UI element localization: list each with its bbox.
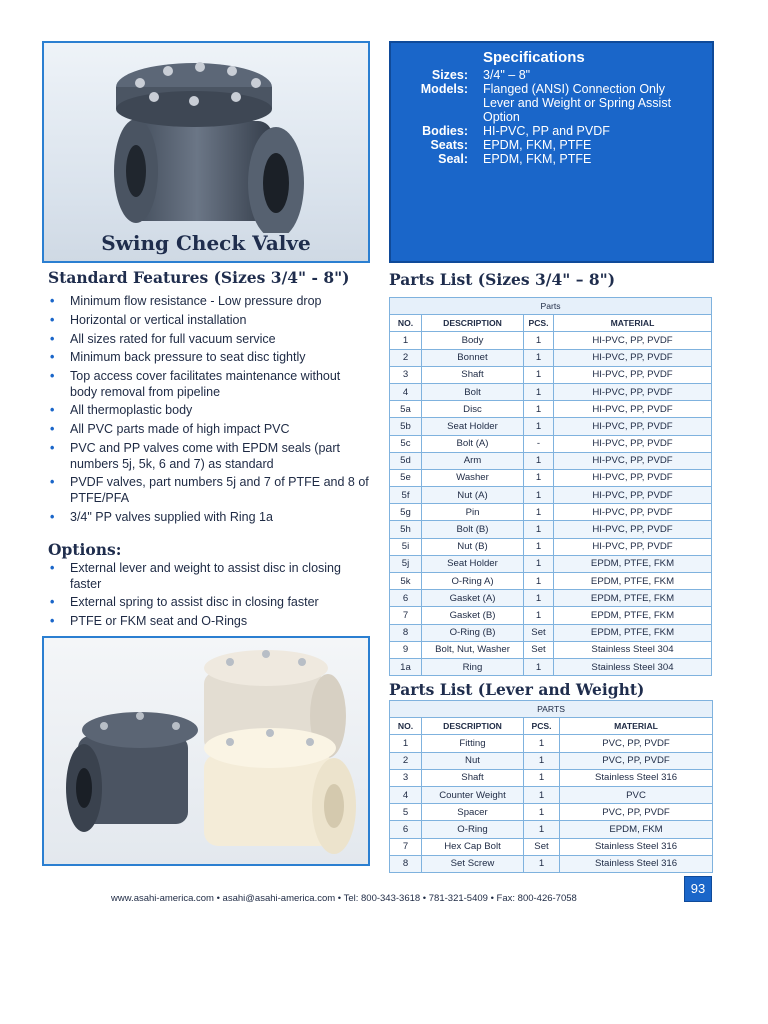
table-cell: Shaft [422,769,524,786]
table-cell: EPDM, PTFE, FKM [554,624,712,641]
table-row [390,349,712,366]
table-cell: 1 [524,607,554,624]
table-cell: 9 [390,641,422,658]
table-cell: Nut (A) [422,487,524,504]
list-item: • PVC and PP valves come with EPDM seals (part numbers 5j, 5k, 6 and 7) as standard [50,441,341,471]
table-cell: 4 [390,383,422,400]
specifications-title: Specifications [483,49,585,66]
table-cell: Pin [422,504,524,521]
table-cell: HI-PVC, PP, PVDF [554,469,712,486]
options-heading: Options: [48,540,122,559]
table-row [390,332,712,349]
table-cell: HI-PVC, PP, PVDF [554,366,712,383]
table-cell: Bolt, Nut, Washer [422,641,524,658]
table-cell: 5h [390,521,422,538]
spec-key: Models: [420,82,468,96]
list-item: • Minimum flow resistance - Low pressure drop [50,294,322,308]
footer-contact: www.asahi-america.com • asahi@asahi-america.com • Tel: 800-343-3618 • 781-321-5409 • Fax: 800-426-7058 [111,893,577,904]
table-row [390,624,712,641]
list-item: • PVDF valves, part numbers 5j and 7 of PTFE and 8 of PTFE/PFA [50,475,369,505]
table-cell: 5c [390,435,422,452]
column-header: DESCRIPTION [422,315,524,332]
table-cell: Counter Weight [422,786,524,803]
table-cell: 7 [390,607,422,624]
table-cell: 5d [390,452,422,469]
table-row [390,821,713,838]
table-cell: HI-PVC, PP, PVDF [554,418,712,435]
table-cell: 1 [524,855,560,872]
table-cell: Body [422,332,524,349]
table-cell: Fitting [422,735,524,752]
parts-table [389,297,712,676]
list-item: • 3/4" PP valves supplied with Ring 1a [50,509,273,524]
swing-check-valve-illustration [44,43,368,233]
specifications-box [389,41,714,263]
features-list [48,294,370,528]
table-row [390,641,712,658]
column-header: DESCRIPTION [422,718,524,735]
table-cell: EPDM, PTFE, FKM [554,573,712,590]
list-item: • External lever and weight to assist disc in closing faster [50,561,341,591]
table-cell: HI-PVC, PP, PVDF [554,349,712,366]
table-cell: PVC, PP, PVDF [560,735,713,752]
table-cell: 6 [390,821,422,838]
table-cell: 3 [390,366,422,383]
table-row [390,855,713,872]
table-cell: 1 [524,538,554,555]
table-cell: 2 [390,752,422,769]
table-row [390,752,713,769]
table-row [390,607,712,624]
table-cell: 1 [524,366,554,383]
table-cell: Bolt (A) [422,435,524,452]
table-cell: 1 [524,735,560,752]
table-cell: O-Ring (B) [422,624,524,641]
spec-value: 3/4" – 8" [483,68,531,82]
spec-key: Sizes: [431,68,468,82]
table-cell: - [524,435,554,452]
table-cell: 4 [390,786,422,803]
table-row [390,735,713,752]
table-cell: 1 [524,521,554,538]
table-cell: 1 [524,786,560,803]
table-cell: 5j [390,555,422,572]
table-row [390,786,713,803]
lever-weight-table-body [390,735,713,873]
spec-key: Seats: [430,138,468,152]
table-cell: EPDM, PTFE, FKM [554,590,712,607]
table-row [390,383,712,400]
table-cell: Nut (B) [422,538,524,555]
table-cell: 5f [390,487,422,504]
list-item: • Horizontal or vertical installation [50,312,247,327]
table-cell: Bolt [422,383,524,400]
table-group-header: Parts [390,298,712,315]
table-cell: EPDM, PTFE, FKM [554,607,712,624]
table-cell: O-Ring A) [422,573,524,590]
table-row [390,538,712,555]
product-photo-variants [42,636,370,866]
table-row [390,452,712,469]
table-cell: 1 [524,504,554,521]
table-row [390,590,712,607]
table-cell: PVC, PP, PVDF [560,804,713,821]
list-item: • Top access cover facilitates maintenance without body removal from pipeline [50,369,341,399]
table-cell: Bonnet [422,349,524,366]
parts-table-body [390,332,712,676]
table-cell: 1 [390,332,422,349]
table-cell: 5e [390,469,422,486]
table-cell: Hex Cap Bolt [422,838,524,855]
list-item: • External spring to assist disc in closing faster [50,595,319,610]
column-header: NO. [390,718,422,735]
table-cell: HI-PVC, PP, PVDF [554,538,712,555]
table-cell: HI-PVC, PP, PVDF [554,332,712,349]
table-row [390,366,712,383]
table-row [390,487,712,504]
table-cell: EPDM, FKM [560,821,713,838]
table-row [390,804,713,821]
table-cell: 1 [524,487,554,504]
column-header: NO. [390,315,422,332]
table-cell: Set [524,624,554,641]
spec-value: EPDM, FKM, PTFE [483,152,592,166]
table-cell: Disc [422,401,524,418]
table-cell: 1 [524,821,560,838]
table-group-header: PARTS [390,701,713,718]
table-cell: 6 [390,590,422,607]
table-cell: HI-PVC, PP, PVDF [554,487,712,504]
table-cell: 1 [524,752,560,769]
table-cell: 1a [390,658,422,675]
table-cell: Washer [422,469,524,486]
spec-value: HI-PVC, PP and PVDF [483,124,610,138]
table-cell: 1 [524,383,554,400]
table-cell: 3 [390,769,422,786]
table-cell: 1 [524,555,554,572]
table-row [390,435,712,452]
table-cell: HI-PVC, PP, PVDF [554,401,712,418]
table-row [390,573,712,590]
table-row [390,418,712,435]
table-cell: HI-PVC, PP, PVDF [554,435,712,452]
table-cell: 1 [524,590,554,607]
table-cell: Nut [422,752,524,769]
lever-weight-heading: Parts List (Lever and Weight) [389,680,645,699]
table-cell: O-Ring [422,821,524,838]
table-cell: 8 [390,855,422,872]
table-cell: 1 [524,769,560,786]
valve-variants-illustration [44,638,368,864]
column-header: MATERIAL [554,315,712,332]
table-cell: Set [524,838,560,855]
spec-value: Flanged (ANSI) Connection Only Lever and Weight or Spring Assist Option [483,82,672,124]
table-cell: 7 [390,838,422,855]
table-cell: 1 [524,332,554,349]
table-cell: Seat Holder [422,418,524,435]
table-cell: 1 [524,401,554,418]
column-header: PCS. [524,718,560,735]
lever-weight-table [389,700,713,873]
table-cell: 1 [390,735,422,752]
product-title: Swing Check Valve [101,231,311,255]
column-header: MATERIAL [560,718,713,735]
table-cell: Seat Holder [422,555,524,572]
table-cell: Gasket (B) [422,607,524,624]
table-cell: Spacer [422,804,524,821]
list-item: • All PVC parts made of high impact PVC [50,422,290,437]
table-row [390,769,713,786]
table-cell: Shaft [422,366,524,383]
table-cell: HI-PVC, PP, PVDF [554,383,712,400]
table-cell: 1 [524,573,554,590]
table-cell: Stainless Steel 316 [560,855,713,872]
table-cell: 5a [390,401,422,418]
table-cell: Arm [422,452,524,469]
table-cell: HI-PVC, PP, PVDF [554,521,712,538]
table-cell: 8 [390,624,422,641]
table-cell: PVC [560,786,713,803]
table-cell: 1 [524,418,554,435]
table-cell: 1 [524,658,554,675]
table-row [390,658,712,675]
spec-key: Bodies: [422,124,468,138]
table-cell: PVC, PP, PVDF [560,752,713,769]
table-cell: 1 [524,452,554,469]
table-cell: 1 [524,349,554,366]
table-cell: 2 [390,349,422,366]
spec-value: EPDM, FKM, PTFE [483,138,592,152]
table-cell: Set Screw [422,855,524,872]
table-cell: Gasket (A) [422,590,524,607]
table-cell: HI-PVC, PP, PVDF [554,504,712,521]
table-cell: 1 [524,469,554,486]
table-cell: Stainless Steel 304 [554,658,712,675]
table-cell: 5g [390,504,422,521]
options-list [48,561,370,633]
list-item: • PTFE or FKM seat and O-Rings [50,614,248,629]
list-item: • Minimum back pressure to seat disc tightly [50,350,306,365]
list-item: • All thermoplastic body [50,403,193,418]
table-row [390,521,712,538]
table-cell: Ring [422,658,524,675]
list-item: • All sizes rated for full vacuum service [50,331,276,346]
parts-list-heading: Parts List (Sizes 3/4" – 8") [389,270,616,289]
table-cell: Stainless Steel 316 [560,769,713,786]
table-row [390,555,712,572]
table-cell: 5i [390,538,422,555]
table-row [390,504,712,521]
page-number: 93 [684,876,712,902]
table-cell: Stainless Steel 316 [560,838,713,855]
table-row [390,401,712,418]
features-heading: Standard Features (Sizes 3/4" - 8") [48,268,350,287]
table-row [390,838,713,855]
table-cell: 5k [390,573,422,590]
table-cell: 5b [390,418,422,435]
table-row [390,469,712,486]
table-cell: EPDM, PTFE, FKM [554,555,712,572]
table-cell: Set [524,641,554,658]
column-header: PCS. [524,315,554,332]
table-cell: 1 [524,804,560,821]
table-cell: Bolt (B) [422,521,524,538]
product-photo [42,41,370,263]
table-cell: 5 [390,804,422,821]
spec-key: Seal: [438,152,468,166]
table-cell: Stainless Steel 304 [554,641,712,658]
table-cell: HI-PVC, PP, PVDF [554,452,712,469]
